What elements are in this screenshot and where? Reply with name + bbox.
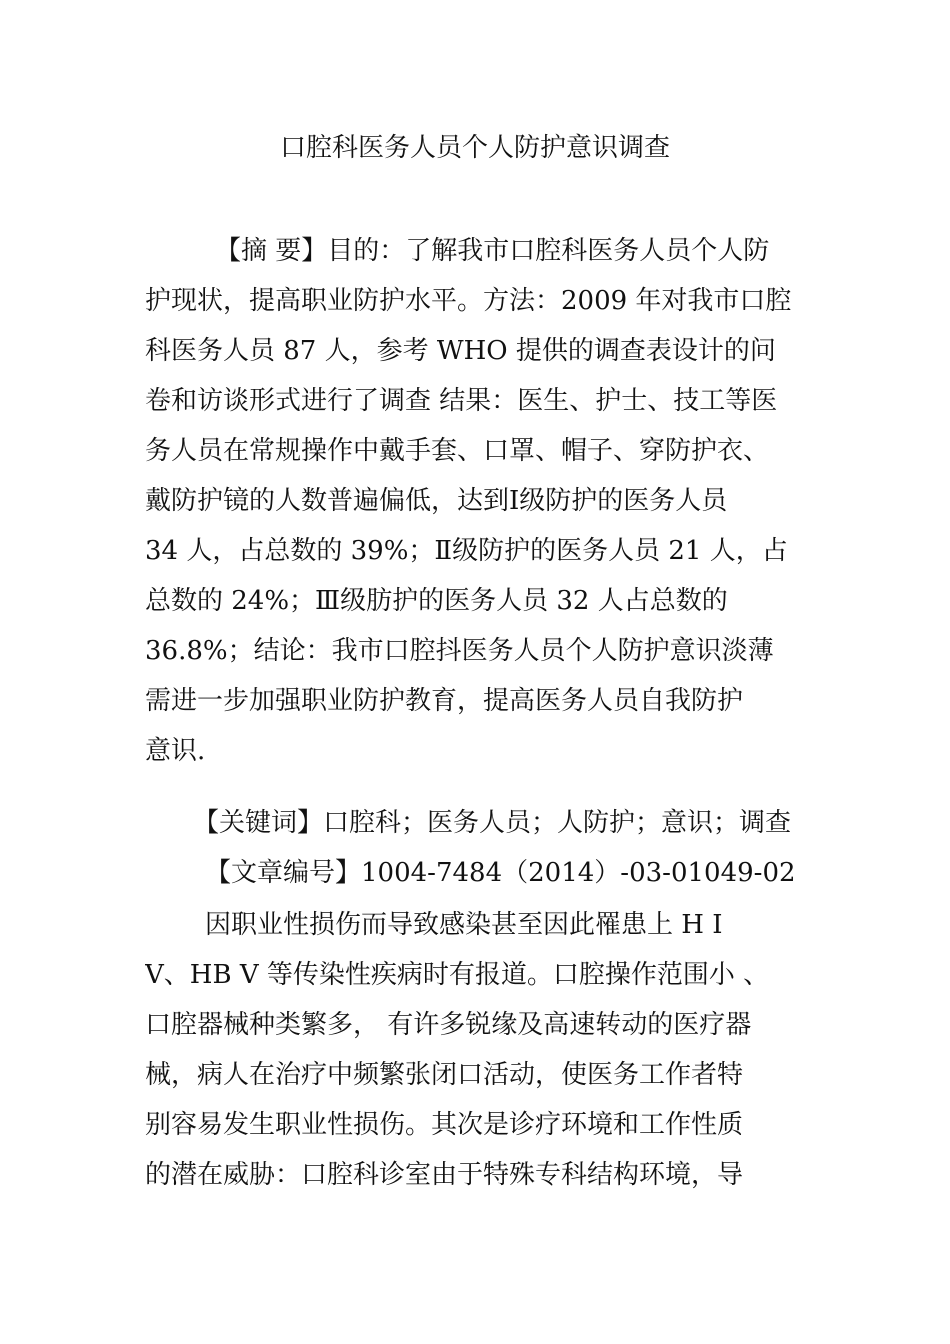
body-line-5: 别容易发生职业性损伤。其次是诊疗环境和工作性质 <box>145 1110 744 1140</box>
abstract-line-8: 总数的 24%；Ⅲ级肪护的医务人员 32 人占总数的 <box>145 586 728 616</box>
abstract-line-4: 卷和访谈形式进行了调查 结果：医生、护士、技工等医 <box>145 386 778 416</box>
abstract-line-2: 护现状，提高职业防护水平。方法：2009 年对我市口腔 <box>145 286 792 316</box>
keywords-line: 【关键词】口腔科；医务人员；人防护；意识；调查 <box>193 808 792 838</box>
body-line-4: 械，病人在治疗中频繁张闭口活动，使医务工作者特 <box>145 1060 744 1090</box>
body-line-1: 因职业性损伤而导致感染甚至因此罹患上 H I <box>205 910 723 940</box>
abstract-line-11: 意识. <box>145 736 206 766</box>
abstract-line-1: 【摘 要】目的：了解我市口腔科医务人员个人防 <box>215 236 770 266</box>
abstract-line-9: 36.8%；结论：我市口腔抖医务人员个人防护意识淡薄 <box>145 636 774 666</box>
body-line-6: 的潜在威胁：口腔科诊室由于特殊专科结构环境，导 <box>145 1160 744 1190</box>
article-number-line: 【文章编号】1004-7484（2014）-03-01049-02 <box>205 858 796 888</box>
body-line-2: V、HB V 等传染性疾病时有报道。口腔操作范围小 、 <box>145 960 770 990</box>
body-line-3: 口腔器械种类繁多， 有许多锐缘及高速转动的医疗器 <box>145 1010 752 1040</box>
abstract-line-10: 需进一步加强职业防护教育，提高医务人员自我防护 <box>145 686 744 716</box>
abstract-line-7: 34 人，占总数的 39%；Ⅱ级防护的医务人员 21 人，占 <box>145 536 788 566</box>
abstract-line-5: 务人员在常规操作中戴手套、口罩、帽子、穿防护衣、 <box>145 436 770 466</box>
abstract-line-3: 科医务人员 87 人，参考 WHO 提供的调查表设计的问 <box>145 336 776 366</box>
abstract-line-6: 戴防护镜的人数普遍偏低，达到Ⅰ级防护的医务人员 <box>145 486 728 516</box>
document-title: 口腔科医务人员个人防护意识调查 <box>279 133 670 163</box>
